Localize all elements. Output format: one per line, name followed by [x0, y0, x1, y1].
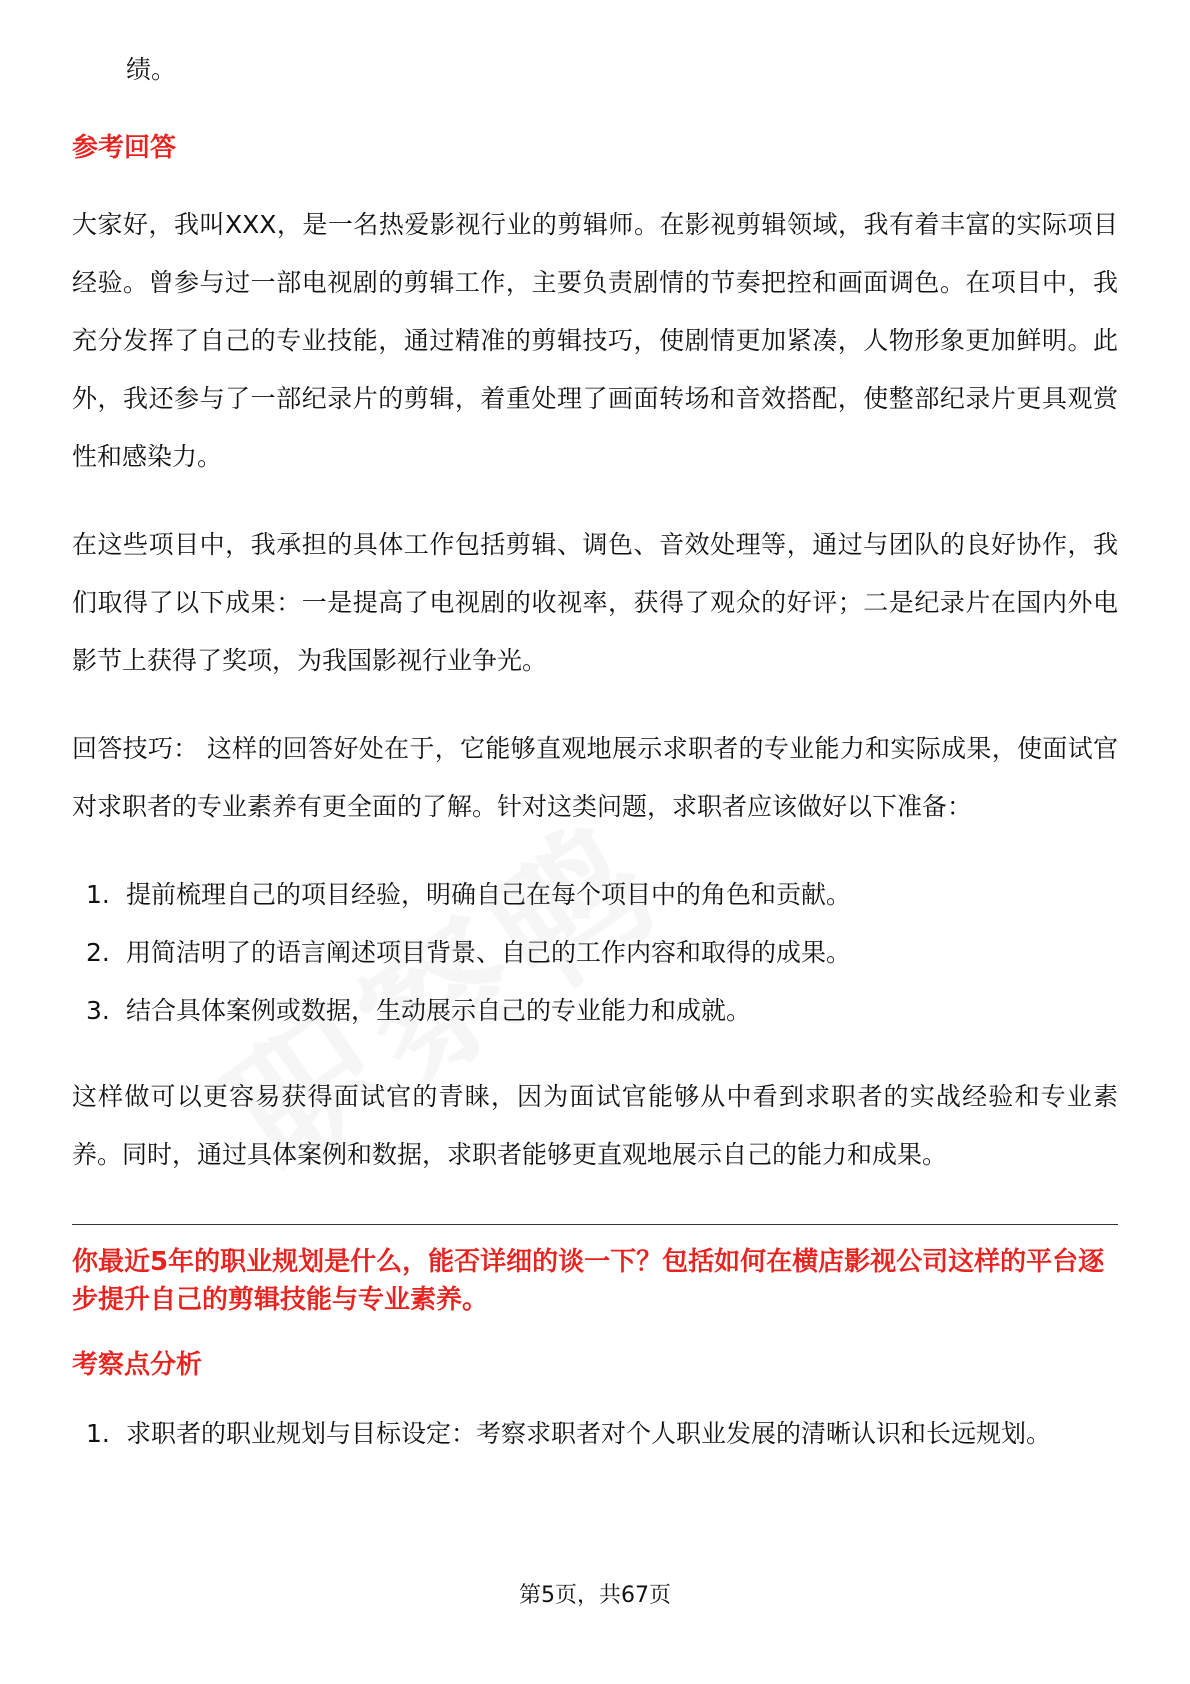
continuation-text: 绩。	[126, 55, 177, 84]
list-number: 1.	[86, 1419, 110, 1448]
list-item	[72, 1405, 1118, 1463]
list-text: 提前梳理自己的项目经验，明确自己在每个项目中的角色和贡献。	[126, 880, 852, 909]
list-item	[72, 866, 1118, 924]
answer-tips-paragraph: 回答技巧： 这样的回答好处在于，它能够直观地展示求职者的专业能力和实际成果，使面试官对求职者的专业素养有更全面的了解。针对这类问题，求职者应该做好以下准备：	[72, 734, 1118, 821]
closing-paragraph: 这样做可以更容易获得面试官的青睐，因为面试官能够从中看到求职者的实战经验和专业素养。同时，通过具体案例和数据，求职者能够更直观地展示自己的能力和成果。	[72, 1082, 1118, 1169]
page-number: 第5页，共67页	[519, 1583, 671, 1608]
analysis-list	[72, 1405, 1118, 1463]
section-divider	[72, 1224, 1118, 1225]
list-number: 1.	[86, 880, 110, 909]
list-text: 用简洁明了的语言阐述项目背景、自己的工作内容和取得的成果。	[126, 938, 852, 967]
answer-paragraph-1: 大家好，我叫XXX，是一名热爱影视行业的剪辑师。在影视剪辑领域，我有着丰富的实际项目经验。曾参与过一部电视剧的剪辑工作，主要负责剧情的节奏把控和画面调色。在项目中，我充分发挥了自己的专业技能，通过精准的剪辑技巧，使剧情更加紧凑，人物形象更加鲜明。此外，我还参与了一部纪录片的剪辑，着重处理了画面转场和音效搭配，使整部纪录片更具观赏性和感染力。	[72, 210, 1118, 471]
list-text: 求职者的职业规划与目标设定：考察求职者对个人职业发展的清晰认识和长远规划。	[126, 1419, 1052, 1448]
list-text: 结合具体案例或数据，生动展示自己的专业能力和成就。	[126, 996, 752, 1025]
list-item	[72, 982, 1118, 1040]
analysis-heading: 考察点分析	[72, 1350, 203, 1380]
list-number: 3.	[86, 996, 110, 1025]
tips-list	[72, 866, 1118, 1040]
list-number: 2.	[86, 938, 110, 967]
page-content	[72, 50, 1118, 1491]
answer-paragraph-2: 在这些项目中，我承担的具体工作包括剪辑、调色、音效处理等，通过与团队的良好协作，我们取得了以下成果：一是提高了电视剧的收视率，获得了观众的好评；二是纪录片在国内外电影节上获得了奖项，为我国影视行业争光。	[72, 530, 1118, 675]
list-item	[72, 924, 1118, 982]
interview-question: 你最近5年的职业规划是什么，能否详细的谈一下？包括如何在横店影视公司这样的平台逐步提升自己的剪辑技能与专业素养。	[72, 1247, 1105, 1315]
reference-answer-heading: 参考回答	[72, 133, 177, 163]
